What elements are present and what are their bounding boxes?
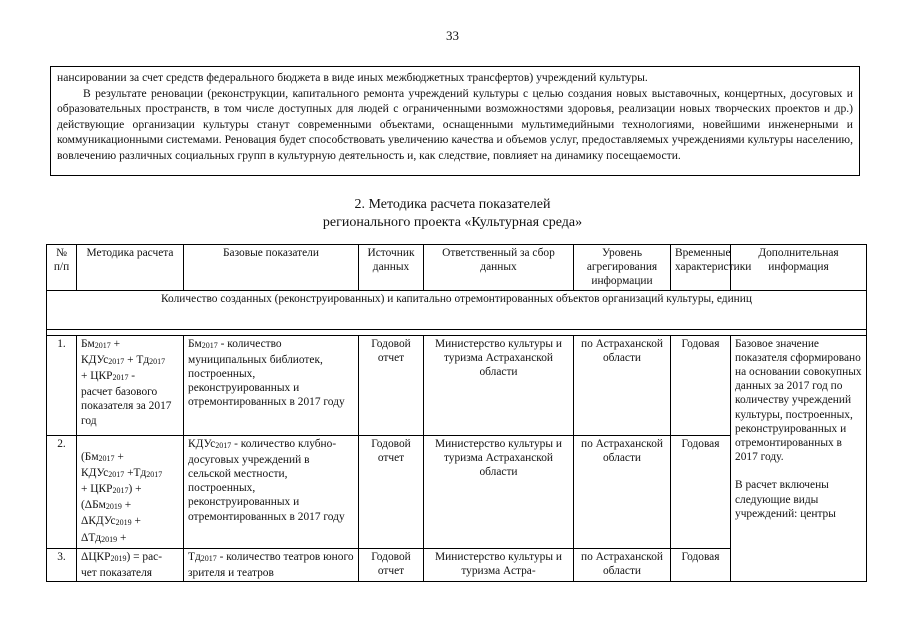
- header-time: Временные характеристики: [671, 245, 731, 291]
- row-base: $Бм_{2017}$ - количество муниципальных библиотек, построенных, реконструированных и отремонтированных в 2017 году: [184, 335, 359, 435]
- section-title-line-2: регионального проекта «Культурная среда»: [322, 215, 583, 230]
- row-level: по Астраханской области: [574, 548, 671, 581]
- extra-info: Базовое значение показателя сформировано на основании совокупных данных за 2017 год по количеству учреждений культуры, построенных, реконструированных и отремонтированных в 2017 году. В расчет включены следующие виды учреждений: центры: [731, 335, 867, 582]
- header-responsible: Ответственный за сбор данных: [424, 245, 574, 291]
- table-group-row: [47, 290, 867, 329]
- row-base: $Тд_{2017}$ - количество театров юного зрителя и театров: [184, 548, 359, 581]
- row-time: Годовая: [671, 335, 731, 435]
- indicator-table: [46, 244, 867, 582]
- row-source: Годовой отчет: [359, 548, 424, 581]
- header-level: Уровень агрегирования информации: [574, 245, 671, 291]
- row-level: по Астраханской области: [574, 435, 671, 548]
- row-num: 1.: [47, 335, 77, 435]
- row-responsible: Министерство культуры и туризма Астра-: [424, 548, 574, 581]
- row-num: 2.: [47, 435, 77, 548]
- row-method: ($Бм_{2017}$ + КДУс$_{2017}$ $+Тд_{2017}$ + $ЦКР_{2017}$) + (ΔБм$_{2019}$ + ΔКДУс$_{2019}$ + ΔТд$_{2019}$ +: [77, 435, 184, 548]
- row-responsible: Министерство культуры и туризма Астраханской области: [424, 435, 574, 548]
- table-row: [47, 335, 867, 435]
- row-method: $Бм_{2017}$ + КДУс$_{2017}$ + $Тд_{2017}$ + $ЦКР_{2017}$ - расчет базового показателя за 2017 год: [77, 335, 184, 435]
- row-responsible: Министерство культуры и туризма Астраханской области: [424, 335, 574, 435]
- header-source: Источник данных: [359, 245, 424, 291]
- row-base: КДУс$_{2017}$ - количество клубно-досуговых учреждений в сельской местности, построенных, реконструированных и отремонтированных в 2017 году: [184, 435, 359, 548]
- header-num: № п/п: [47, 245, 77, 291]
- intro-text-box: [50, 66, 860, 176]
- header-method: Методика расчета: [77, 245, 184, 291]
- table-header-row: [47, 245, 867, 291]
- row-source: Годовой отчет: [359, 335, 424, 435]
- intro-line: нансировании за счет средств федерального бюджета в виде иных межбюджетных трансфертов) учреждений культуры.: [57, 71, 648, 84]
- row-num: 3.: [47, 548, 77, 581]
- row-level: по Астраханской области: [574, 335, 671, 435]
- row-time: Годовая: [671, 548, 731, 581]
- row-method: $\Delta ЦКР_{2019}) = рас-$ чет показателя: [77, 548, 184, 581]
- page-number: 33: [446, 28, 459, 43]
- section-title-line-1: 2. Методика расчета показателей: [354, 197, 551, 212]
- section-title: [0, 196, 905, 232]
- header-extra: Дополнительная информация: [731, 245, 867, 291]
- header-base: Базовые показатели: [184, 245, 359, 291]
- intro-paragraph: В результате реновации (реконструкции, капитального ремонта учреждений культуры с целью создания новых выставочных, концертных, досуговых и образовательных пространств, в том числе доступных для людей с ограниченными возможностями здоровья, реализации новых творческих проектов и др.) действующие организации культуры станут современными объектами, оснащенными мультимедийными технологиями, новейшими инженерными и коммуникационными системами. Реновация будет способствовать увеличению качества и объемов услуг, предоставляемых учреждениями культуры населению, вовлечению различных социальных групп в культурную деятельность и, как следствие, повлияет на динамику посещаемости.: [57, 86, 853, 162]
- group-title: Количество созданных (реконструированных) и капитально отремонтированных объектов организаций культуры, единиц: [47, 290, 867, 329]
- row-source: Годовой отчет: [359, 435, 424, 548]
- row-time: Годовая: [671, 435, 731, 548]
